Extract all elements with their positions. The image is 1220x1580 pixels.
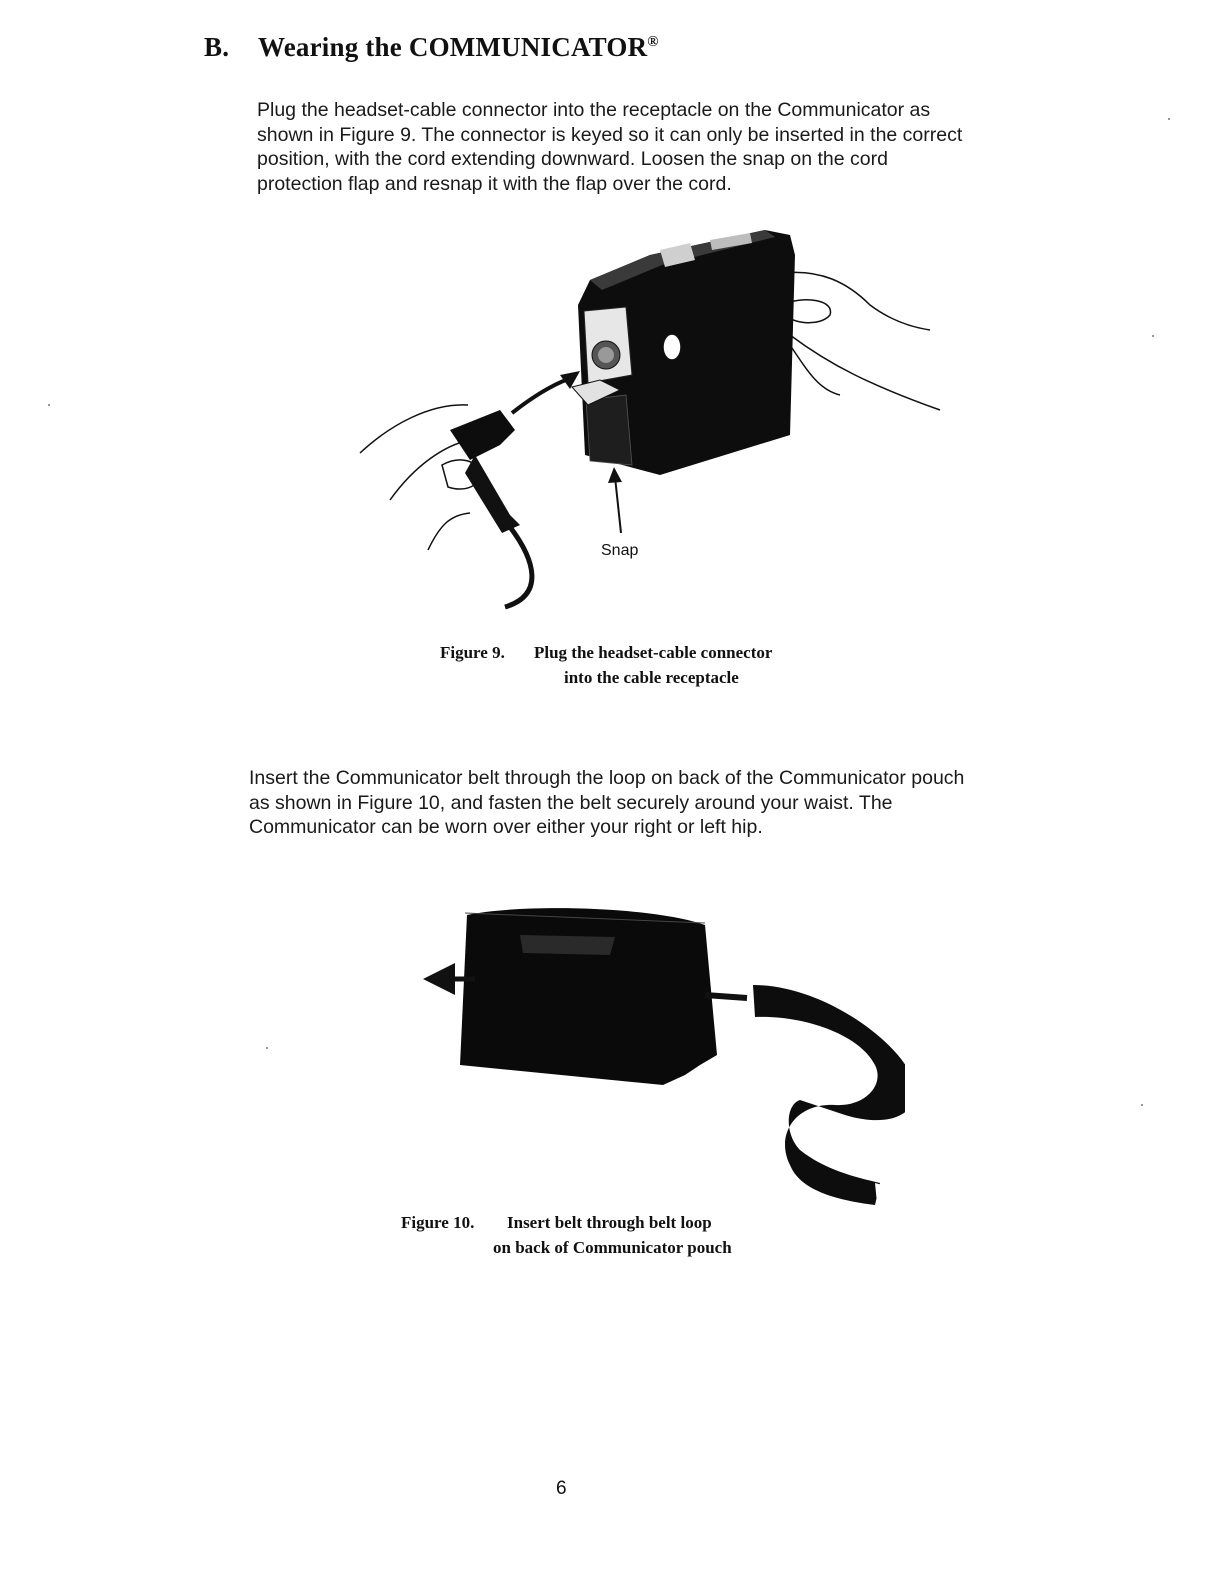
figure-10-caption-line: Insert belt through belt loop [507,1213,712,1232]
paragraph-line: protection flap and resnap it with the flap over the cord. [257,172,732,195]
section-heading [204,32,659,63]
figure-9-caption-line: into the cable receptacle [564,668,739,687]
scan-speck [1168,118,1170,120]
figure-10-caption [401,1210,732,1260]
scan-speck [48,404,50,406]
scan-speck [1141,1104,1143,1106]
paragraph-line: Insert the Communicator belt through the loop on back of the Communicator pouch [249,767,965,789]
figure-10-illustration [405,895,905,1220]
registered-mark: ® [647,34,659,50]
figure-9-caption [440,640,772,690]
paragraph-line: position, with the cord extending downward. Loosen the snap on the cord [257,148,888,170]
communicator-connector-drawing [350,215,950,615]
figure-10-number: Figure 10. [401,1213,475,1232]
scan-speck [266,1047,268,1049]
paragraph-line: Communicator can be worn over either your right or left hip. [249,816,763,838]
snap-label: Snap [601,542,639,559]
page-number: 6 [556,1478,567,1499]
figure-9-illustration [350,215,950,620]
paragraph-line: Plug the headset-cable connector into the receptacle on the Communicator as [257,99,931,121]
paragraph-belt-instructions [249,766,1039,840]
section-letter: B. [204,32,230,62]
figure-9-number: Figure 9. [440,643,505,662]
pouch-belt-drawing [405,895,905,1215]
figure-10-caption-line: on back of Communicator pouch [493,1238,732,1257]
scan-speck [1152,335,1154,337]
paragraph-connector-instructions [257,98,1027,196]
figure-9-caption-line: Plug the headset-cable connector [534,643,773,662]
section-title: Wearing the COMMUNICATOR [258,32,648,62]
paragraph-line: as shown in Figure 10, and fasten the belt securely around your waist. The [249,791,893,814]
paragraph-line: shown in Figure 9. The connector is keyed so it can only be inserted in the correct [257,123,963,146]
